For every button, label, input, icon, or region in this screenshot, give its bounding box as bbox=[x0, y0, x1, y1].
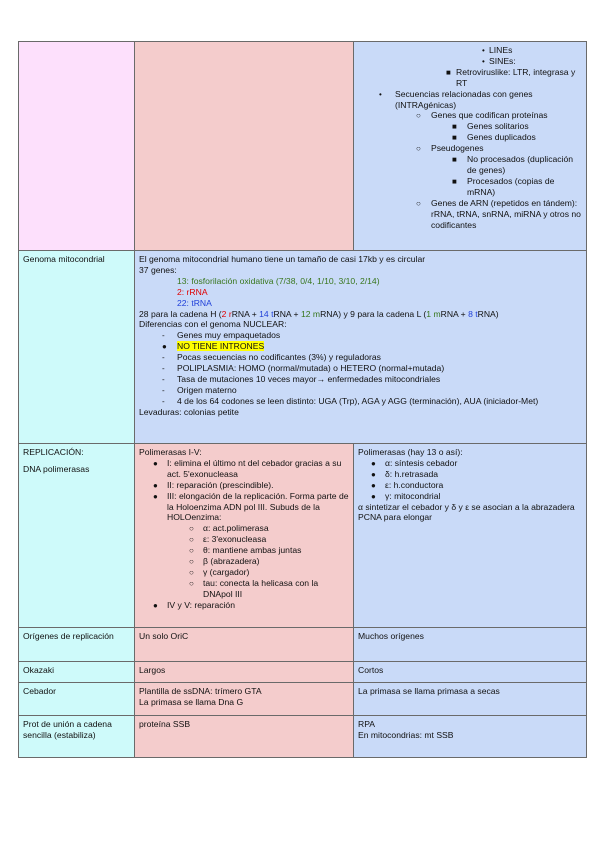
prokaryote-polymerases-list bbox=[139, 458, 349, 611]
cell-text: Un solo OriC bbox=[139, 631, 189, 641]
polymerase-item-text: III: elongación de la replicación. Forma parte de la Holoenzima ADN pol III. Subuds de la HOLOenzima: bbox=[167, 490, 349, 523]
sequence-item-text: Secuencias relacionadas con genes (INTRAgénicas) bbox=[395, 88, 533, 110]
cell-text: Plantilla de ssDNA: trímero GTA bbox=[139, 686, 262, 696]
bullet-icon: - bbox=[162, 364, 165, 374]
sequence-item-text: Genes duplicados bbox=[467, 132, 536, 143]
polymerase-item-text: δ: h.retrasada bbox=[385, 468, 439, 479]
sequence-item bbox=[358, 132, 582, 143]
row5-label-cell bbox=[19, 662, 135, 683]
row-label: Genoma mitocondrial bbox=[23, 254, 105, 264]
genes-list bbox=[139, 276, 582, 309]
polymerase-item bbox=[139, 480, 349, 491]
gene-item-text: 2: rRNA bbox=[177, 286, 208, 297]
row-origins bbox=[19, 628, 587, 662]
sequence-item-text: Genes solitarios bbox=[467, 121, 529, 132]
cell-text: La primasa se llama primasa a secas bbox=[358, 686, 500, 696]
polymerase-item bbox=[139, 567, 349, 578]
mito-intro: El genoma mitocondrial humano tiene un tamaño de casi 17kb y es circular bbox=[139, 254, 426, 264]
difference-item bbox=[139, 374, 582, 385]
row-mitochondrial-genome bbox=[19, 251, 587, 444]
bullet-icon: • bbox=[482, 56, 485, 66]
polymerase-item bbox=[139, 545, 349, 556]
row-repetitive-sequences bbox=[19, 42, 587, 251]
bullet-icon: - bbox=[162, 374, 165, 384]
bullet-icon: ○ bbox=[189, 546, 194, 556]
row-label: Okazaki bbox=[23, 665, 55, 675]
bullet-icon: ● bbox=[153, 491, 158, 501]
cell-text: Largos bbox=[139, 665, 166, 675]
bullet-icon: ○ bbox=[189, 524, 194, 534]
bullet-icon: - bbox=[162, 396, 165, 406]
row5-eukaryote-cell bbox=[354, 662, 587, 683]
row4-label-cell bbox=[19, 628, 135, 662]
row3-label-cell bbox=[19, 444, 135, 628]
cell-text: proteína SSB bbox=[139, 719, 191, 729]
row2-label-cell bbox=[19, 251, 135, 444]
polymerase-item-text: II: reparación (prescindible). bbox=[167, 479, 274, 490]
eukaryote-polymerases-cell bbox=[354, 444, 587, 628]
row1-prokaryote-cell bbox=[135, 42, 354, 251]
difference-item bbox=[139, 363, 582, 374]
differences-list bbox=[139, 330, 582, 406]
row5-prokaryote-cell bbox=[135, 662, 354, 683]
row1-eukaryote-cell bbox=[354, 42, 587, 251]
sequence-item bbox=[358, 154, 582, 176]
row-label-replication: REPLICACIÓN: bbox=[23, 447, 84, 457]
cell-text: En mitocondrias: mt SSB bbox=[358, 729, 454, 740]
row-okazaki bbox=[19, 662, 587, 683]
sequence-item-text: LINEs bbox=[489, 45, 513, 55]
bullet-icon: ● bbox=[371, 458, 376, 468]
sequence-item bbox=[358, 176, 582, 198]
bullet-icon: ● bbox=[153, 600, 158, 610]
polymerase-item bbox=[139, 523, 349, 534]
polymerase-item bbox=[139, 458, 349, 480]
polymerase-item-text: I: elimina el último nt del cebador gracias a su act. 5'exonucleasa bbox=[167, 457, 342, 479]
prokaryote-polymerases-title: Polimerasas I-V: bbox=[139, 447, 202, 457]
polymerase-item-text: α: act.polimerasa bbox=[203, 523, 269, 534]
sequence-item-text: Pseudogenes bbox=[431, 143, 484, 154]
row-primer bbox=[19, 683, 587, 716]
difference-item bbox=[139, 341, 582, 352]
difference-item bbox=[139, 385, 582, 396]
chains-line: 28 para la cadena H (2 rRNA + 14 tRNA + 12 mRNA) y 9 para la cadena L (1 mRNA + 8 tRNA) bbox=[139, 308, 499, 319]
polymerase-item bbox=[358, 480, 582, 491]
sequence-item bbox=[358, 143, 582, 154]
bullet-icon: • bbox=[482, 46, 485, 55]
sequence-item bbox=[358, 198, 582, 231]
bullet-icon: ● bbox=[371, 491, 376, 501]
row7-label-cell bbox=[19, 716, 135, 758]
polymerase-item bbox=[139, 491, 349, 524]
bullet-icon: ■ bbox=[452, 155, 457, 165]
polymerase-item-text: tau: conecta la helicasa con la DNApol III bbox=[203, 577, 319, 599]
row-label-polymerases: DNA polimerasas bbox=[23, 463, 90, 474]
gene-item-text: 13: fosforilación oxidativa (7/38, 0/4, 1/10, 3/10, 2/14) bbox=[177, 275, 380, 286]
difference-item-text: Origen materno bbox=[177, 384, 237, 395]
polymerase-item bbox=[358, 458, 582, 469]
bullet-icon: ● bbox=[371, 480, 376, 490]
polymerase-item-text: γ (cargador) bbox=[203, 566, 250, 577]
difference-item-text: POLIPLASMIA: HOMO (normal/mutada) o HETERO (normal+mutada) bbox=[177, 363, 445, 374]
bullet-icon: ○ bbox=[189, 557, 194, 567]
gene-item bbox=[139, 287, 582, 298]
row1-label-cell bbox=[19, 42, 135, 251]
eukaryote-sequence-list bbox=[358, 45, 582, 230]
bullet-icon: ■ bbox=[452, 133, 457, 143]
difference-item bbox=[139, 352, 582, 363]
sequence-item bbox=[358, 67, 582, 89]
bullet-icon: ■ bbox=[446, 67, 451, 77]
sequence-item-text: Genes que codifican proteínas bbox=[431, 110, 548, 121]
row-label: Cebador bbox=[23, 686, 56, 696]
mito-genome-cell bbox=[135, 251, 587, 444]
bullet-icon: ○ bbox=[416, 198, 421, 208]
genes-title: 37 genes: bbox=[139, 264, 177, 275]
polymerase-item-text: ε: 3'exonucleasa bbox=[203, 534, 267, 545]
difference-item-text: Pocas secuencias no codificantes (3%) y reguladoras bbox=[177, 352, 381, 363]
sequence-item bbox=[358, 121, 582, 132]
polymerase-item bbox=[139, 534, 349, 545]
bullet-icon: ■ bbox=[452, 176, 457, 186]
cell-text: La primasa se llama Dna G bbox=[139, 696, 244, 707]
bullet-icon: ■ bbox=[452, 122, 457, 132]
polymerase-item-text: γ: mitocondrial bbox=[385, 490, 441, 501]
bullet-icon: • bbox=[379, 89, 382, 99]
yeast-note: Levaduras: colonias petite bbox=[139, 406, 239, 417]
difference-item bbox=[139, 330, 582, 341]
polymerase-item-text: θ: mantiene ambas juntas bbox=[203, 545, 302, 556]
bullet-icon: ○ bbox=[416, 144, 421, 154]
row6-prokaryote-cell bbox=[135, 683, 354, 716]
sequence-item bbox=[358, 89, 582, 111]
row6-eukaryote-cell bbox=[354, 683, 587, 716]
polymerase-item-text: α: síntesis cebador bbox=[385, 457, 458, 468]
row-replication bbox=[19, 444, 587, 628]
sequence-item bbox=[358, 56, 582, 67]
row4-eukaryote-cell bbox=[354, 628, 587, 662]
bullet-icon: ● bbox=[162, 342, 167, 352]
difference-item-text: Tasa de mutaciones 10 veces mayor→ enfermedades mitocondriales bbox=[177, 373, 441, 384]
sequence-item-text: No procesados (duplicación de genes) bbox=[467, 154, 574, 175]
eukaryote-polymerases-title: Polimerasas (hay 13 o así): bbox=[358, 447, 463, 457]
polymerase-item bbox=[358, 469, 582, 480]
eukaryote-polymerases-list bbox=[358, 458, 582, 502]
row4-prokaryote-cell bbox=[135, 628, 354, 662]
row-label: Orígenes de replicación bbox=[23, 631, 114, 641]
bullet-icon: ○ bbox=[416, 111, 421, 121]
row-ssb bbox=[19, 716, 587, 758]
row6-label-cell bbox=[19, 683, 135, 716]
gene-item bbox=[139, 298, 582, 309]
difference-item-text: NO TIENE INTRONES bbox=[177, 341, 265, 352]
bullet-icon: ○ bbox=[189, 567, 194, 577]
row7-prokaryote-cell bbox=[135, 716, 354, 758]
polymerase-item bbox=[139, 600, 349, 611]
polymerase-item bbox=[139, 578, 349, 600]
polymerase-item bbox=[139, 556, 349, 567]
prokaryote-polymerases-cell bbox=[135, 444, 354, 628]
difference-item bbox=[139, 396, 582, 407]
sequence-item-text: Genes de ARN (repetidos en tándem): rRNA, tRNA, snRNA, miRNA y otros no codificantes bbox=[431, 197, 581, 230]
polymerase-item bbox=[358, 491, 582, 502]
gene-item-text: 22: tRNA bbox=[177, 297, 212, 308]
differences-title: Diferencias con el genoma NUCLEAR: bbox=[139, 319, 287, 330]
sequence-item bbox=[358, 45, 582, 56]
bullet-icon: ○ bbox=[189, 535, 194, 545]
cell-text: Cortos bbox=[358, 665, 384, 675]
sequence-item-text: Retroviruslike: LTR, integrasa y RT bbox=[456, 66, 576, 88]
bullet-icon: ● bbox=[153, 480, 158, 490]
row7-eukaryote-cell bbox=[354, 716, 587, 758]
bullet-icon: - bbox=[162, 353, 165, 363]
comparison-table bbox=[18, 41, 587, 758]
bullet-icon: - bbox=[162, 331, 165, 341]
bullet-icon: - bbox=[162, 385, 165, 395]
difference-item-text: Genes muy empaquetados bbox=[177, 330, 281, 341]
row-label: Prot de unión a cadena sencilla (estabiliza) bbox=[23, 719, 112, 740]
bullet-icon: ○ bbox=[189, 578, 194, 588]
eukaryote-polymerases-note: α sintetizar el cebador y δ y ε se asocian a la abrazadera PCNA para elongar bbox=[358, 501, 575, 523]
bullet-icon: ● bbox=[153, 458, 158, 468]
cell-text: RPA bbox=[358, 719, 376, 729]
polymerase-item-text: ε: h.conductora bbox=[385, 479, 444, 490]
sequence-item bbox=[358, 110, 582, 121]
bullet-icon: ● bbox=[371, 469, 376, 479]
sequence-item-text: Procesados (copias de mRNA) bbox=[467, 175, 555, 197]
cell-text: Muchos orígenes bbox=[358, 631, 424, 641]
gene-item bbox=[139, 276, 582, 287]
polymerase-item-text: IV y V: reparación bbox=[167, 599, 235, 610]
sequence-item-text: SINEs: bbox=[489, 55, 516, 66]
polymerase-item-text: β (abrazadera) bbox=[203, 556, 260, 567]
difference-item-text: 4 de los 64 codones se leen distinto: UGA (Trp), AGA y AGG (terminación), AUA (iniciador-Met) bbox=[177, 395, 539, 406]
